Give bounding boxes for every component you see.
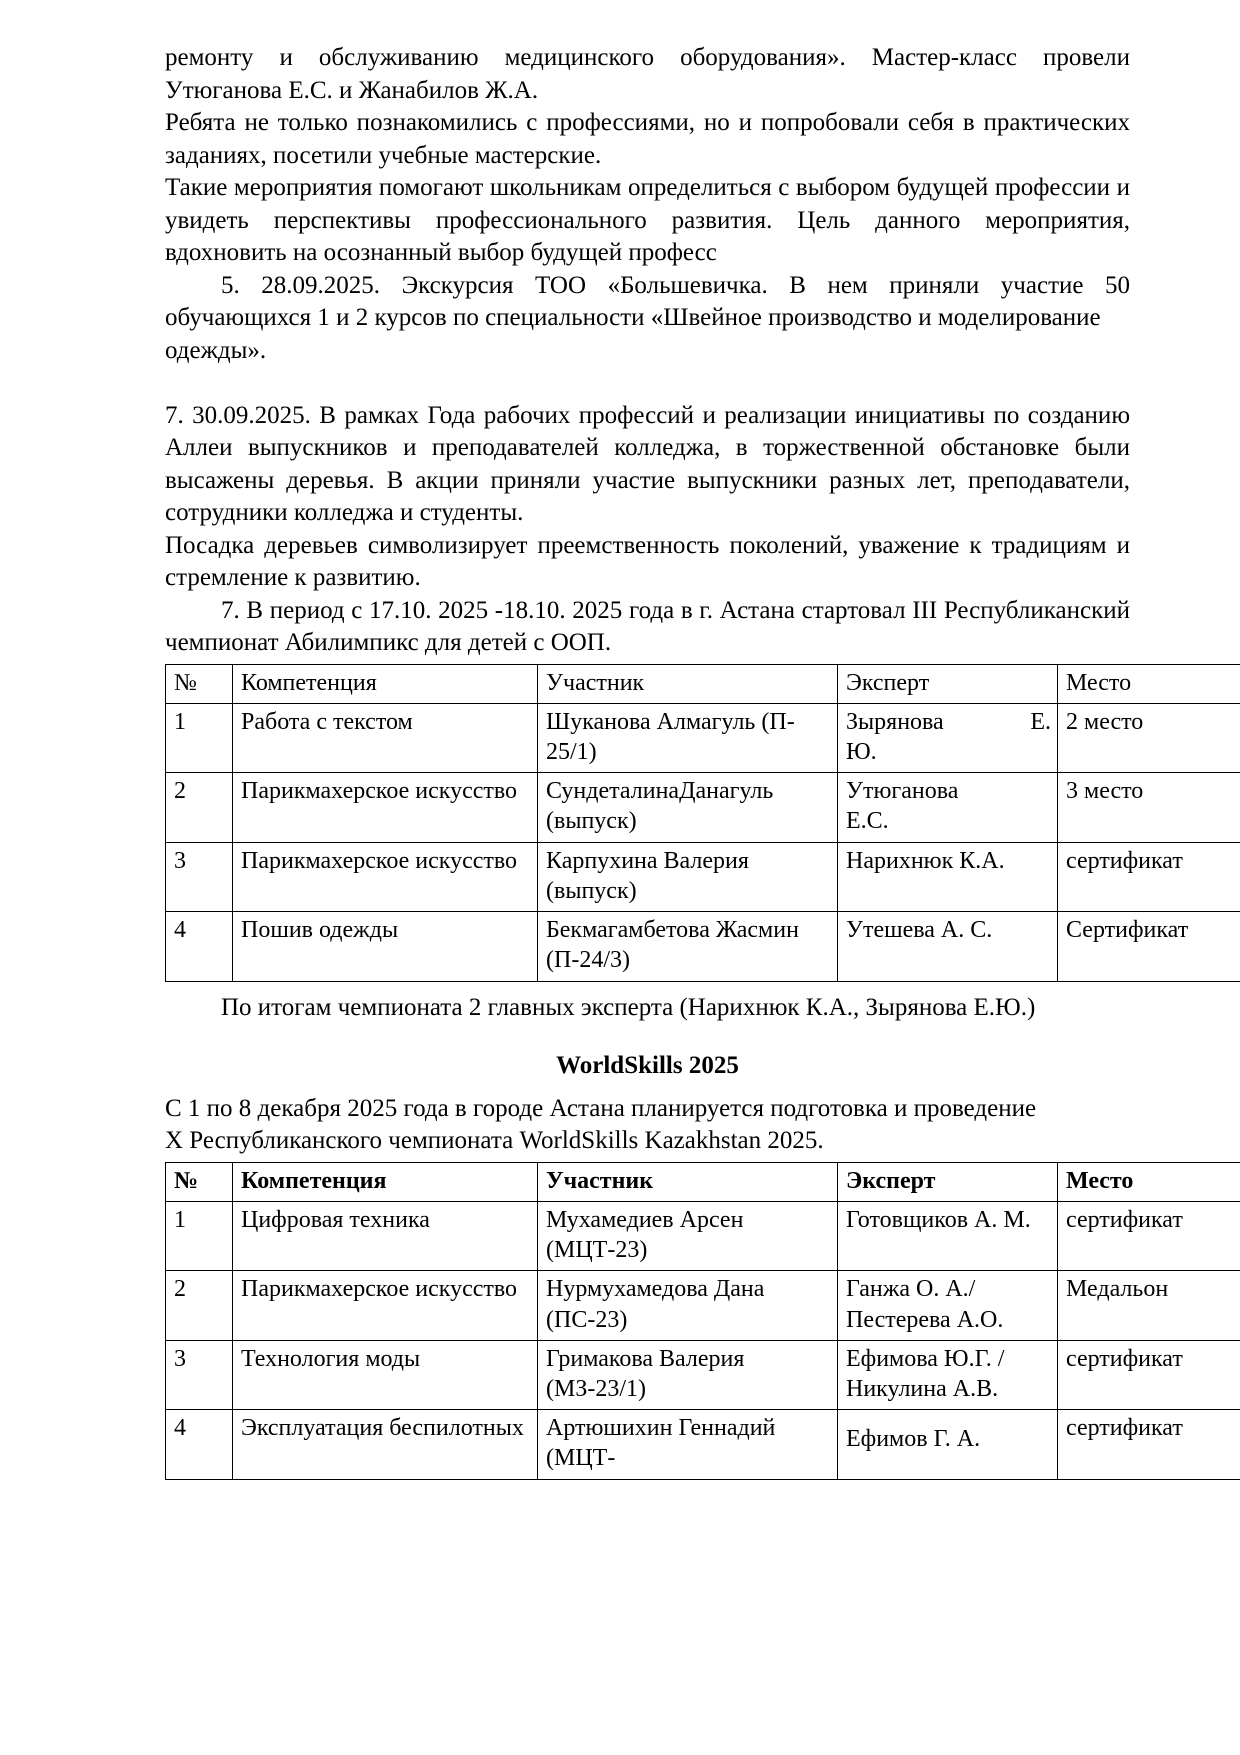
header-competence: Компетенция (233, 664, 538, 703)
paragraph-intro-masterclass: ремонту и обслуживанию медицинского оборудования». Мастер-класс провели Утюганова Е.С. и Жанабилов Ж.А. (165, 44, 1130, 104)
cell-expert: Ефимов Г. А. (838, 1410, 1058, 1479)
header-participant: Участник (538, 1162, 838, 1201)
header-place: Место (1058, 1162, 1240, 1201)
cell-expert: Утешева А. С. (838, 912, 1058, 981)
cell-number: 4 (166, 912, 233, 981)
cell-number: 2 (166, 773, 233, 842)
cell-expert: Ганжа О. А./Пестерева А.О. (838, 1271, 1058, 1340)
header-number: № (166, 1162, 233, 1201)
cell-place: сертификат (1058, 1340, 1240, 1409)
cell-participant: Гримакова Валерия (МЗ-23/1) (538, 1340, 838, 1409)
cell-number: 2 (166, 1271, 233, 1340)
cell-participant: СундеталинаДанагуль (выпуск) (538, 773, 838, 842)
cell-competence: Цифровая техника (233, 1201, 538, 1270)
header-participant: Участник (538, 664, 838, 703)
cell-competence: Пошив одежды (233, 912, 538, 981)
expert-initial-2: Ю. (846, 738, 877, 765)
paragraph-excursion-tail: одежды». (165, 336, 267, 364)
cell-expert (838, 703, 1058, 772)
cell-competence: Парикмахерское искусство (233, 1271, 538, 1340)
cell-competence: Парикмахерское искусство (233, 842, 538, 911)
header-competence: Компетенция (233, 1162, 538, 1201)
cell-participant: Мухамедиев Арсен (МЦТ-23) (538, 1201, 838, 1270)
table-abilympics (165, 664, 1240, 982)
paragraph-abilympics-intro: 7. В период с 17.10. 2025 -18.10. 2025 года в г. Астана стартовал III Республиканский чемпионат Абилимпикс для детей с ООП. (165, 596, 1130, 656)
paragraph-worldskills-dates: С 1 по 8 декабря 2025 года в городе Астана планируется подготовка и проведение (165, 1094, 1037, 1122)
cell-participant: Карпухина Валерия (выпуск) (538, 842, 838, 911)
cell-place: сертификат (1058, 842, 1240, 911)
cell-competence: Эксплуатация беспилотных (233, 1410, 538, 1479)
table-row (166, 703, 1240, 772)
paragraph-events-help: Такие мероприятия помогают школьникам определиться с выбором будущей профессии и увидеть перспективы профессионального развития. Цель данного мероприятия, вдохновить на осознанный выбор будущей професс (165, 174, 1130, 266)
cell-place: 3 место (1058, 773, 1240, 842)
cell-expert-line1 (846, 707, 1051, 737)
cell-number: 4 (166, 1410, 233, 1479)
cell-number: 1 (166, 1201, 233, 1270)
cell-place: сертификат (1058, 1410, 1240, 1479)
expert-surname: Зырянова (846, 708, 944, 735)
cell-number: 3 (166, 1340, 233, 1409)
paragraph-students-professions: Ребята не только познакомились с профессиями, но и попробовали себя в практических заданиях, посетили учебные мастерские. (165, 109, 1130, 169)
cell-participant: Бекмагамбетова Жасмин (П-24/3) (538, 912, 838, 981)
table-row (166, 773, 1240, 842)
header-expert: Эксперт (838, 1162, 1058, 1201)
cell-expert (838, 773, 1058, 842)
cell-place: Сертификат (1058, 912, 1240, 981)
cell-place: Медальон (1058, 1271, 1240, 1340)
heading-worldskills: WorldSkills 2025 (556, 1052, 739, 1080)
header-place: Место (1058, 664, 1240, 703)
paragraph-tree-planting: Посадка деревьев символизирует преемственность поколений, уважение к традициям и стремление к развитию. (165, 531, 1130, 591)
cell-place: сертификат (1058, 1201, 1240, 1270)
table-row (166, 1162, 1240, 1201)
cell-expert: Готовщиков А. М. (838, 1201, 1058, 1270)
header-expert: Эксперт (838, 664, 1058, 703)
cell-participant: Артюшихин Геннадий (МЦТ- (538, 1410, 838, 1479)
cell-competence: Работа с текстом (233, 703, 538, 772)
cell-expert: Ефимова Ю.Г. /Никулина А.В. (838, 1340, 1058, 1409)
paragraph-worldskills-championship: X Республиканского чемпионата WorldSkills Kazakhstan 2025. (165, 1127, 824, 1155)
table-row (166, 912, 1240, 981)
cell-number: 1 (166, 703, 233, 772)
table-row (166, 1201, 1240, 1270)
cell-number: 3 (166, 842, 233, 911)
table-row (166, 842, 1240, 911)
cell-competence: Парикмахерское искусство (233, 773, 538, 842)
cell-place: 2 место (1058, 703, 1240, 772)
table-row (166, 1271, 1240, 1340)
paragraph-excursion-bolshevichka: 5. 28.09.2025. Экскурсия ТОО «Большевичка. В нем приняли участие 50 обучающихся 1 и 2 курсов по специальности «Швейное производство и моделирование (165, 271, 1130, 331)
table-row (166, 664, 1240, 703)
cell-participant: Нурмухамедова Дана (ПС-23) (538, 1271, 838, 1340)
cell-expert: Нарихнюк К.А. (838, 842, 1058, 911)
table-worldskills (165, 1162, 1240, 1480)
paragraph-alley-graduates: 7. 30.09.2025. В рамках Года рабочих профессий и реализации инициативы по созданию Аллеи выпускников и преподавателей колледжа, в торжественной обстановке были высажены деревья. В акции приняли участие выпускники разных лет, преподаватели, сотрудники колледжа и студенты. (165, 401, 1130, 526)
cell-competence: Технология моды (233, 1340, 538, 1409)
paragraph-championship-results: По итогам чемпионата 2 главных эксперта (Нарихнюк К.А., Зырянова Е.Ю.) (221, 993, 1036, 1021)
expert-surname: Утюганова (846, 778, 959, 805)
header-number: № (166, 664, 233, 703)
cell-participant: Шуканова Алмагуль (П- 25/1) (538, 703, 838, 772)
expert-initials: Е.С. (846, 808, 889, 835)
table-row (166, 1410, 1240, 1479)
table-row (166, 1340, 1240, 1409)
expert-initial-1: Е. (1030, 708, 1051, 735)
